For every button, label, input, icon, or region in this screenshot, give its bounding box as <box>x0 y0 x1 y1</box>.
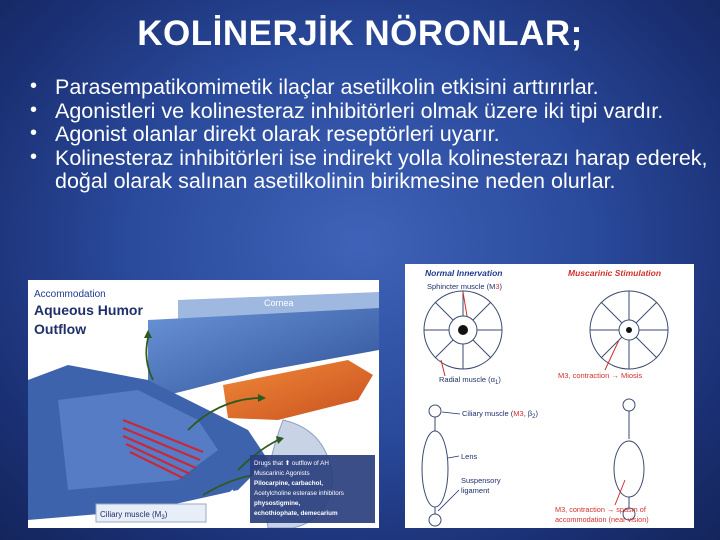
pupil-normal <box>458 325 468 335</box>
label-ciliary-muscle: Ciliary muscle $(M_3)$ <box>100 510 168 521</box>
pupil-constricted <box>626 327 632 333</box>
bullet-text: Agonist olanlar direkt olarak reseptörleri uyarır. <box>55 122 500 146</box>
bullet-item <box>30 123 710 147</box>
label-sphincter-muscle: Sphincter muscle (M3) <box>427 282 503 291</box>
eye-anatomy-illustration <box>28 280 379 528</box>
label-aqueous-humor: Aqueous Humor <box>34 302 143 318</box>
bullet-dot-icon: • <box>30 122 38 144</box>
bullet-text: Agonistleri ve kolinesteraz inhibitörleri olmak üzere iki tipi vardır. <box>55 98 664 123</box>
drug-line: echothiophate, demecarium <box>254 510 338 517</box>
bullet-list <box>30 76 710 194</box>
label-radial-muscle: Radial muscle $(\alpha_1)$ <box>439 375 501 386</box>
bullet-item <box>30 76 710 100</box>
drug-line: Pilocarpine, carbachol, <box>254 480 323 487</box>
label-ciliary-muscle-right: Ciliary muscle (M3, $\beta_2$) <box>462 409 539 420</box>
bullet-text: Parasempatikomimetik ilaçlar asetilkolin etkisini arttırırlar. <box>55 75 599 99</box>
bullet-item <box>30 147 710 194</box>
label-muscarinic-stimulation: Muscarinic Stimulation <box>568 268 662 278</box>
label-suspensory: Suspensory <box>461 476 501 485</box>
drug-line: Drugs that ⬆ outflow of AH <box>254 460 329 467</box>
iris-ciliary-diagram <box>405 264 694 528</box>
label-m3-spasm: M3, contraction → spasm of <box>555 505 646 514</box>
label-lens: Lens <box>461 452 478 461</box>
label-accommodation: Accommodation <box>34 289 106 300</box>
bullet-dot-icon: • <box>30 145 38 168</box>
aqueous-outflow-figure <box>28 280 379 528</box>
bullet-dot-icon: • <box>30 75 38 97</box>
label-ligament: ligament <box>461 486 490 495</box>
drug-line: Acetylcholine esterase inhibitors <box>254 490 344 497</box>
label-outflow: Outflow <box>34 321 87 337</box>
muscarinic-effects-figure <box>405 264 694 528</box>
drug-line: physostigmine, <box>254 500 301 507</box>
label-canal-of-schlemm: Canal of Schlemm <box>32 357 94 366</box>
bullet-dot-icon: • <box>30 98 38 121</box>
slide-title: KOLİNERJİK NÖRONLAR; <box>137 14 583 53</box>
label-accommodation-near: accommodation (near vision) <box>555 515 649 524</box>
drug-line: Muscarinic Agonists <box>254 470 310 477</box>
label-normal-innervation: Normal Innervation <box>425 268 503 278</box>
label-m3-miosis: M3, contraction → Miosis <box>558 371 643 380</box>
label-cornea: Cornea <box>264 298 294 308</box>
bullet-item <box>30 100 710 124</box>
bullet-text: Kolinesteraz inhibitörleri ise indirekt yolla kolinesterazı harap ederek, doğal olarak salınan asetilkolinin birikmesine neden olurlar. <box>55 145 708 193</box>
